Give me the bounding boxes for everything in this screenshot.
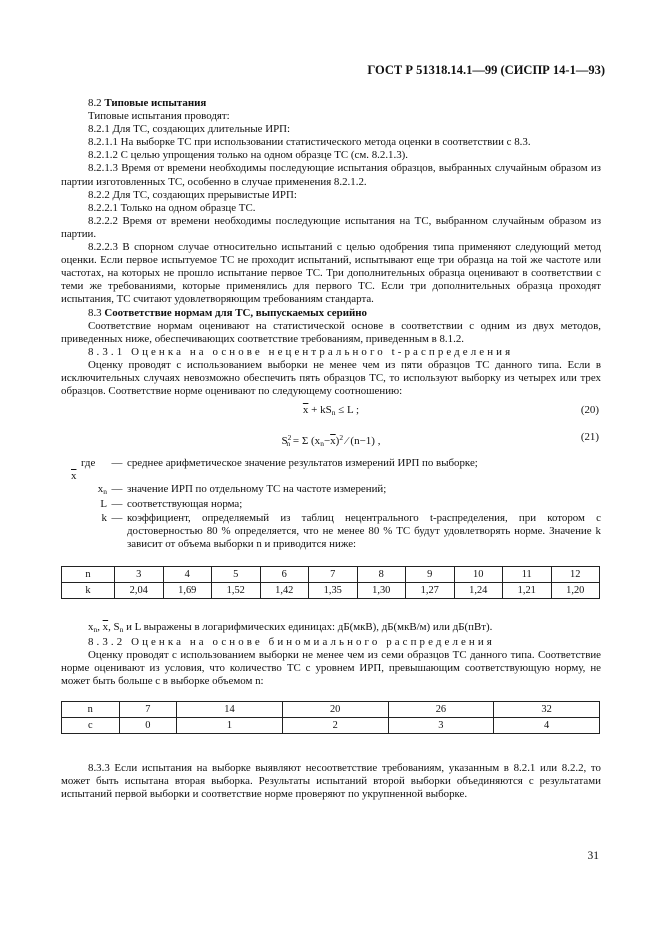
paragraph: Типовые испытания проводят: <box>88 110 230 123</box>
formula-number: (21) <box>580 431 599 444</box>
paragraph: 8.2.1.3 Время от времени необходимы последующие испытания образцов, выбранных случайным образом из партии изготовленных ТС, особенно в случае применения 8.2.1.2. <box>61 162 601 188</box>
paragraph: 8.2.1 Для ТС, создающих длительные ИРП: <box>88 123 291 136</box>
paragraph: 8.2.1.1 На выборке ТС при использовании статистического метода оценки в соответствии с 8.3. <box>88 136 531 149</box>
subsection-8-3-2-heading: 8.3.2 Оценка на основе биномиального распределения <box>88 635 495 648</box>
table-row: n 3 4 5 6 7 8 9 10 11 12 <box>62 566 600 582</box>
paragraph: 8.2.1.2 С целью упрощения только на одном образце ТС (см. 8.2.1.3). <box>88 149 409 162</box>
paragraph: Оценку проводят с использованием выборки не менее чем из пяти образцов ТС данного типа. Если в исключительных случаях невозможно обеспечить пять образцов ТС, то используют выборку из четырех или трех образцов. Соответствие норме оценивают по следующему соотношению: <box>61 358 601 398</box>
formula-21: $S^2_n = \Sigma$ $(x_n-\overline{x})^2$ ⁄ (n−1) , (21) <box>281 431 599 449</box>
units-note: $x_n$, $\overline{x}$, $S_n$ и L выражены в логарифмических единицах: дБ(мкВ), дБ(мкВ/м) или дБ(пВт). <box>88 620 493 634</box>
definition-item: k — коэффициент, определяемый из таблиц нецентрального t-распределения, при котором с достоверностью 80 % определяется, что не менее 80 % ТС будут удовлетворять норме. Значение k зависит от объема выборки n и приводится ниже: <box>101 511 601 550</box>
page-number: 31 <box>587 850 599 862</box>
paragraph: 8.2.2.2 Время от времени необходимы последующие испытания на ТС, выбранном случайным образом из партии. <box>61 214 601 240</box>
definitions-list <box>61 457 601 551</box>
c-values-table <box>61 701 600 734</box>
definition-item: $x_n$ — значение ИРП по отдельному ТС на частоте измерений; <box>97 483 387 497</box>
document-body <box>61 97 601 802</box>
paragraph: Соответствие нормам оценивают на статистической основе в соответствии с одним из двух методов, приведенных ниже, обеспечивающих соответствие требованиям, приведенным в 8.1.2. <box>61 319 601 345</box>
definition-item: L — соответствующая норма; <box>100 498 243 511</box>
table-row: n 7 14 20 26 32 <box>62 702 600 718</box>
paragraph: 8.2.2 Для ТС, создающих прерывистые ИРП: <box>88 188 297 201</box>
paragraph: 8.3.3 Если испытания на выборке выявляют несоответствие требованиям, указанным в 8.2.1 или 8.2.2, то может быть испытана вторая выборка. Результаты испытаний второй выборки объединяются с результатами испытаний первой выборки и соответствие норме проверяют по укрупненной выборке. <box>61 762 601 801</box>
formula-number: (20) <box>580 404 599 417</box>
paragraph: 8.2.2.3 В спорном случае относительно испытаний с целью одобрения типа применяют следующий метод оценки. Если первое испытуемое ТС не проходит испытаний, испытывают еще три образца на той же частоте или частотах, на которых не прошло испытание первое ТС. Три дополнительных образца оценивают в соответствии с теми же требованиями, которые применялись для первого ТС. Если три дополнительных образца проходят испытания, ТС считают удовлетворяющим требованиям стандарта. <box>61 241 601 306</box>
page-header: ГОСТ Р 51318.14.1—99 (СИСПР 14-1—93) <box>367 63 605 77</box>
table-row: c 0 1 2 3 4 <box>62 718 600 734</box>
paragraph: 8.2.2.1 Только на одном образце ТС. <box>88 201 256 214</box>
section-8-2-heading: 8.2 Типовые испытания <box>88 97 207 109</box>
formula-20: $\overline{x} + kS_n \le L$ ; (20) <box>302 404 599 418</box>
definition-item: где $\overline{x}$ — среднее арифметическое значение результатов измерений ИРП по выборке; <box>71 457 478 483</box>
table-row: k 2,04 1,69 1,52 1,42 1,35 1,30 1,27 1,24 1,21 1,20 <box>62 582 600 598</box>
section-8-3-heading: 8.3 Соответствие нормам для ТС, выпускаемых серийно <box>88 306 367 319</box>
k-values-table <box>61 566 600 599</box>
paragraph: Оценку проводят с использованием выборки не менее чем из семи образцов ТС данного типа. Соответствие норме оценивают из условия, что количество ТС с уровнем ИРП, превышающим соответствующую норму, не может быть больше с в выборке объемом n: <box>61 649 601 688</box>
subsection-8-3-1-heading: 8.3.1 Оценка на основе нецентрального t-распределения <box>88 345 514 358</box>
